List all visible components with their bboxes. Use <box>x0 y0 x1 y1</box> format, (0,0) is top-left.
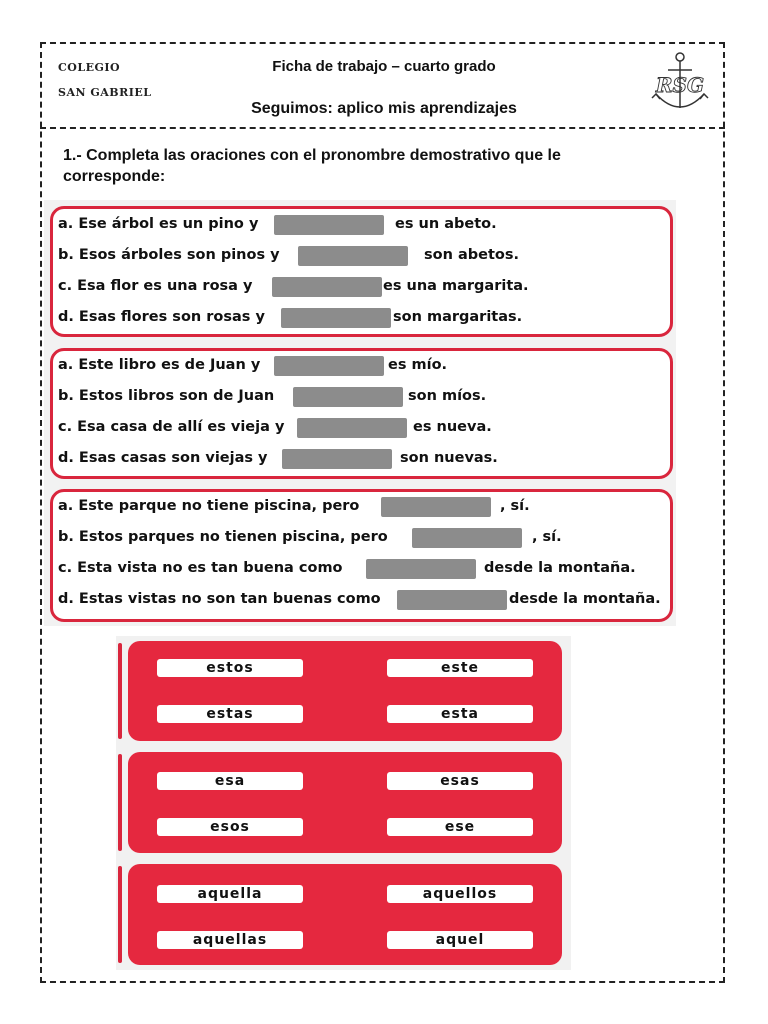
school-name-line2: SAN GABRIEL <box>58 86 152 99</box>
word-chip[interactable]: estas <box>157 705 303 723</box>
answer-blank[interactable] <box>272 277 382 297</box>
word-bank-group <box>128 864 562 965</box>
word-bank-group <box>128 752 562 853</box>
word-chip[interactable]: ese <box>387 818 533 836</box>
answer-blank[interactable] <box>282 449 392 469</box>
answer-blank[interactable] <box>274 215 384 235</box>
school-name-line1: COLEGIO <box>58 61 121 74</box>
instruction-text: 1.- Completa las oraciones con el pronombre demostrativo que le corresponde: <box>63 147 561 185</box>
sentence-text: son abetos. <box>424 247 519 263</box>
word-bank-group <box>128 641 562 741</box>
sentence-text: son nuevas. <box>400 450 498 466</box>
answer-blank[interactable] <box>412 528 522 548</box>
answer-blank[interactable] <box>381 497 491 517</box>
sentence-text: son míos. <box>408 388 487 404</box>
word-chip[interactable]: aquellos <box>387 885 533 903</box>
word-chip[interactable]: aquellas <box>157 931 303 949</box>
word-chip[interactable]: esas <box>387 772 533 790</box>
sentence-text: desde la montaña. <box>484 560 636 576</box>
answer-blank[interactable] <box>274 356 384 376</box>
sentence-text: c. Esta vista no es tan buena como <box>58 560 343 576</box>
answer-blank[interactable] <box>281 308 391 328</box>
answer-blank[interactable] <box>366 559 476 579</box>
sentence-text: d. Esas casas son viejas y <box>58 450 268 466</box>
word-chip[interactable]: estos <box>157 659 303 677</box>
sentence-text: es una margarita. <box>383 278 529 294</box>
sentence-text: c. Esa casa de allí es vieja y <box>58 419 285 435</box>
sentence-text: a. Este libro es de Juan y <box>58 357 261 373</box>
word-chip[interactable]: aquel <box>387 931 533 949</box>
sentence-text: d. Estas vistas no son tan buenas como <box>58 591 381 607</box>
sentence-text: b. Estos parques no tienen piscina, pero <box>58 529 388 545</box>
word-chip[interactable]: esa <box>157 772 303 790</box>
word-chip[interactable]: esos <box>157 818 303 836</box>
logo-monogram: RSG <box>655 73 705 97</box>
word-chip[interactable]: esta <box>387 705 533 723</box>
sentence-text: es mío. <box>388 357 448 373</box>
sentence-text: es un abeto. <box>395 216 497 232</box>
school-logo <box>648 48 712 118</box>
sentence-text: d. Esas flores son rosas y <box>58 309 265 325</box>
answer-blank[interactable] <box>397 590 507 610</box>
word-bank-accent <box>118 643 122 739</box>
sentence-text: desde la montaña. <box>509 591 661 607</box>
sentence-text: es nueva. <box>413 419 492 435</box>
worksheet-title: Ficha de trabajo – cuarto grado <box>272 58 496 75</box>
sentence-text: , sí. <box>500 498 530 514</box>
word-chip[interactable]: aquella <box>157 885 303 903</box>
answer-blank[interactable] <box>297 418 407 438</box>
sentence-text: son margaritas. <box>393 309 523 325</box>
answer-blank[interactable] <box>298 246 408 266</box>
worksheet-subtitle: Seguimos: aplico mis aprendizajes <box>251 100 517 117</box>
sentence-text: , sí. <box>532 529 562 545</box>
sentence-text: b. Esos árboles son pinos y <box>58 247 280 263</box>
sentence-text: b. Estos libros son de Juan <box>58 388 275 404</box>
word-bank-accent <box>118 866 122 963</box>
sentence-text: a. Ese árbol es un pino y <box>58 216 259 232</box>
header-separator <box>40 127 725 129</box>
sentence-text: c. Esa flor es una rosa y <box>58 278 253 294</box>
word-chip[interactable]: este <box>387 659 533 677</box>
word-bank-accent <box>118 754 122 851</box>
sentence-text: a. Este parque no tiene piscina, pero <box>58 498 360 514</box>
answer-blank[interactable] <box>293 387 403 407</box>
